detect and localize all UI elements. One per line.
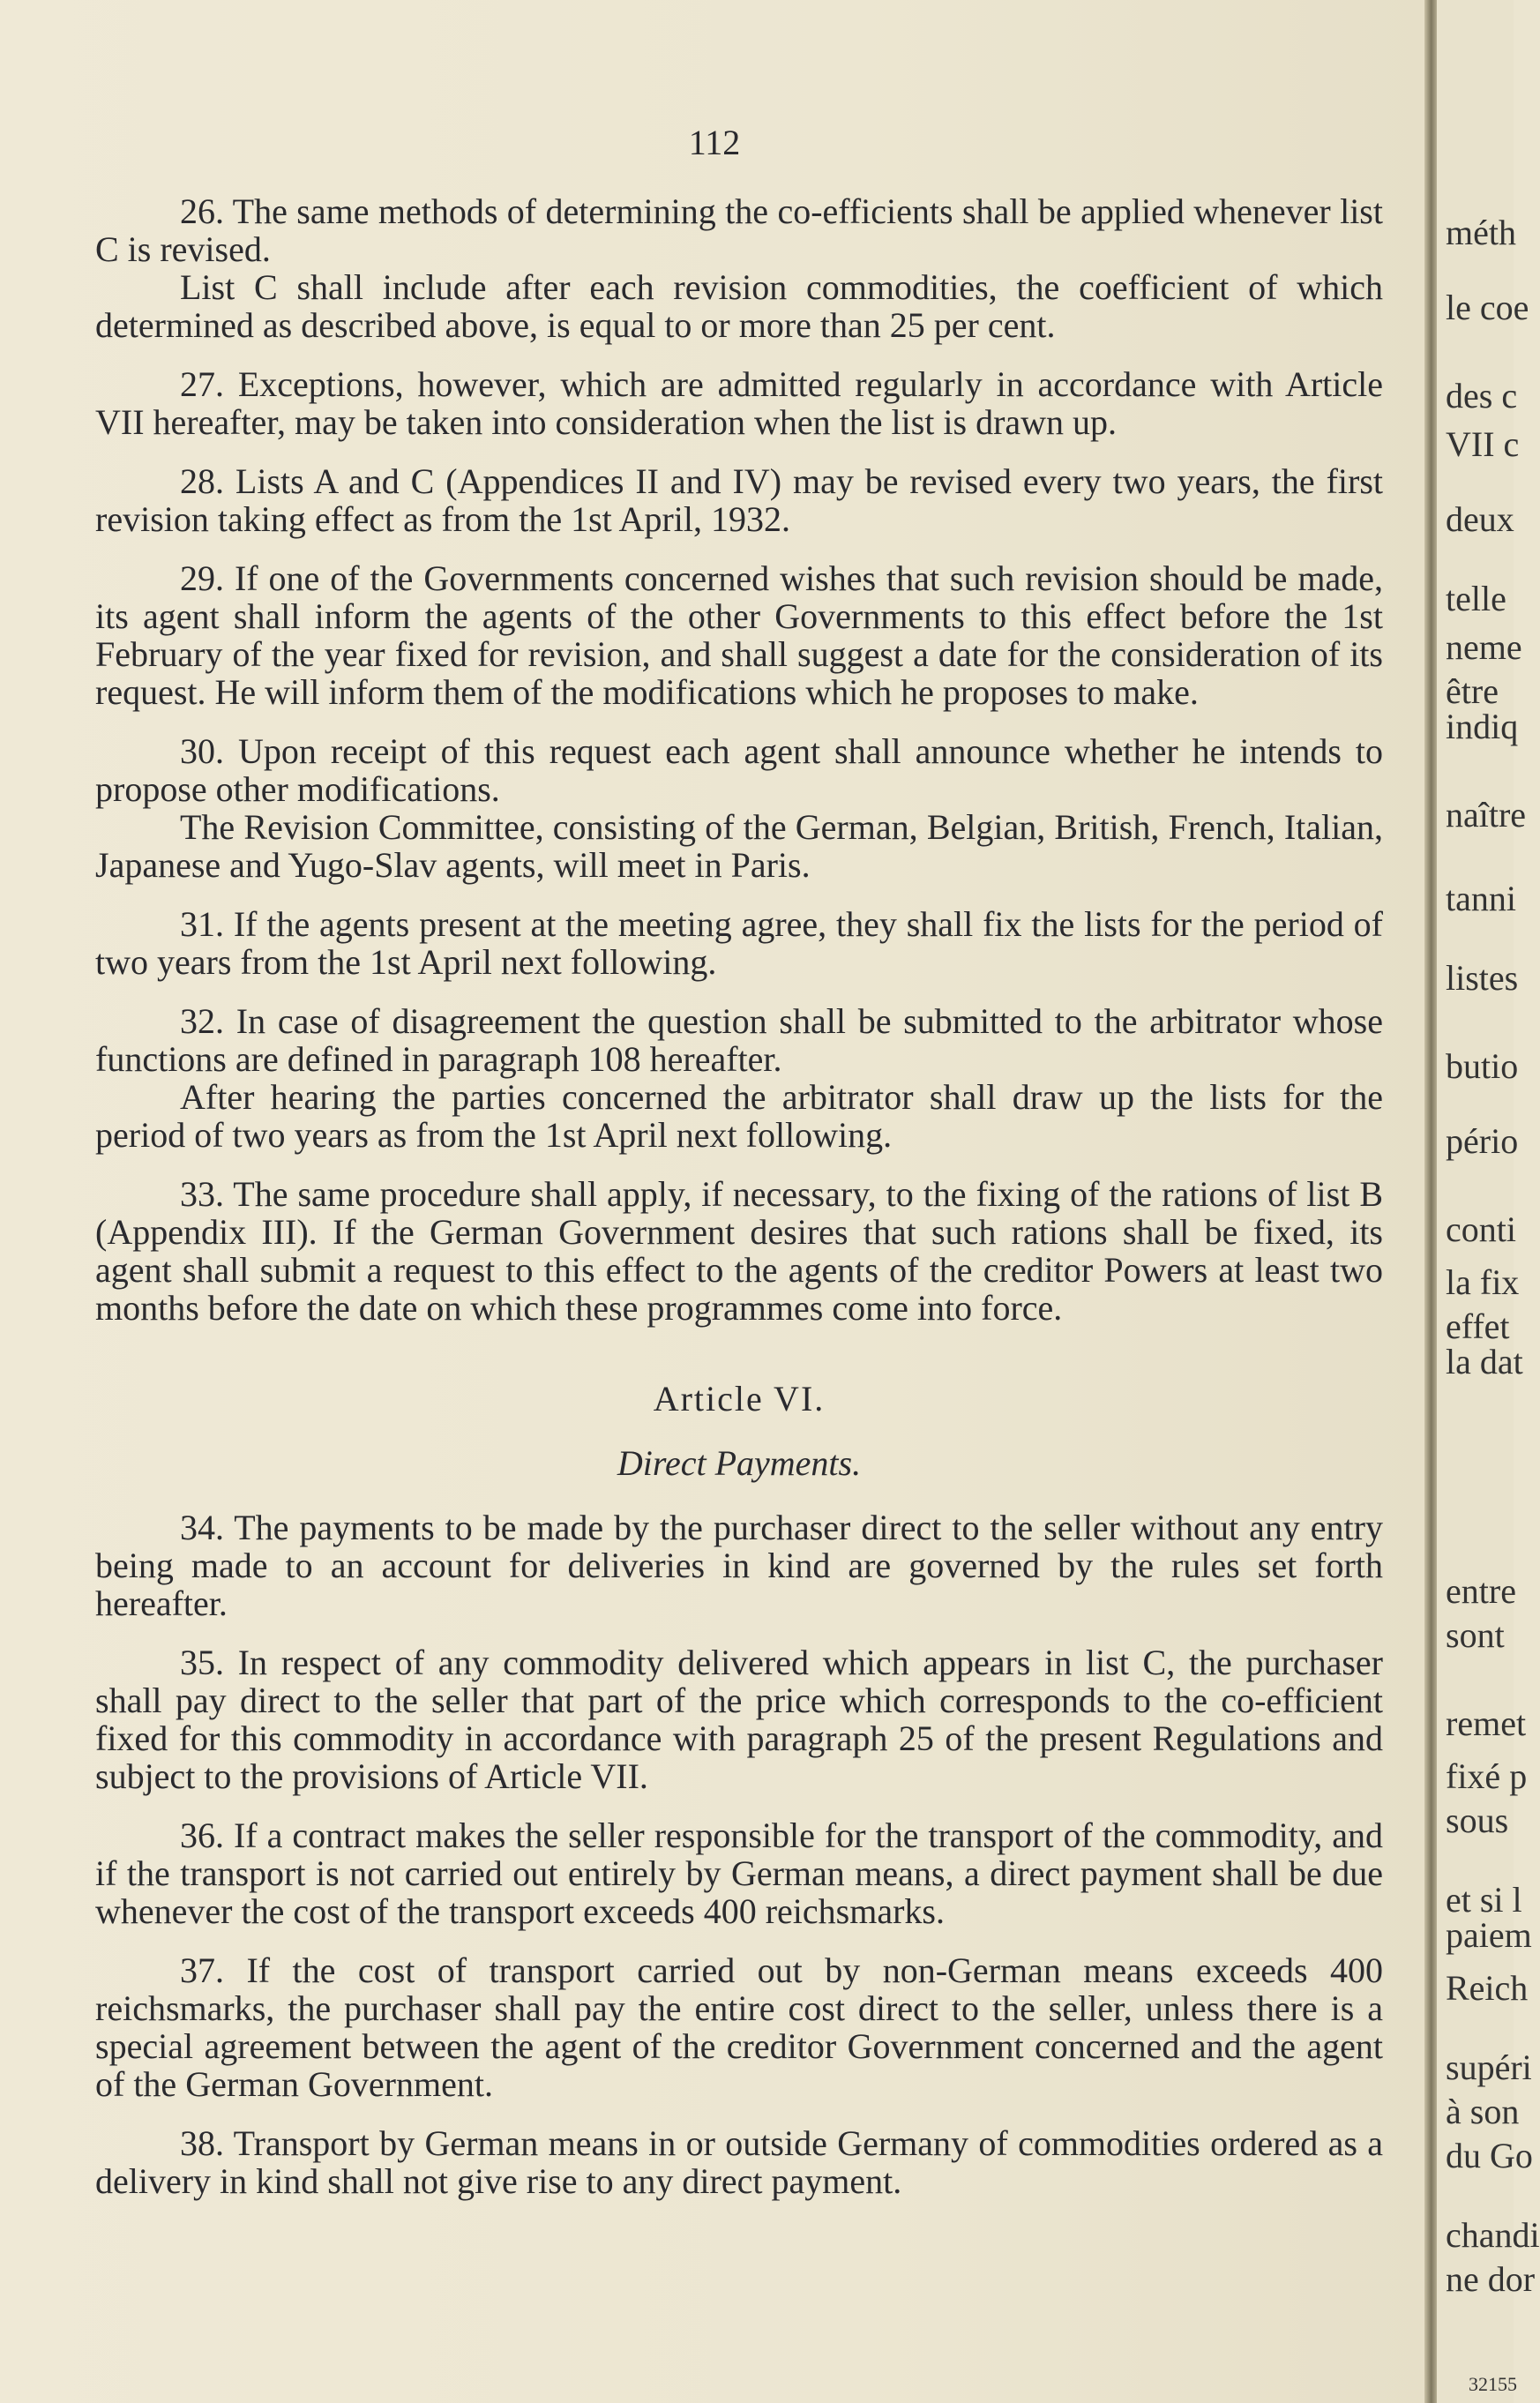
paragraph-32 <box>95 1002 1383 1154</box>
facing-page-fragment: entre <box>1446 1571 1516 1611</box>
paragraph-26 <box>95 192 1383 344</box>
facing-page-fragment: effet <box>1446 1306 1510 1346</box>
facing-page-fragment: fixé p <box>1446 1756 1528 1796</box>
facing-page-fragment: VII c <box>1446 424 1520 464</box>
article-heading: Article VI. <box>653 1379 826 1419</box>
facing-page-fragment: Reich <box>1446 1968 1529 2008</box>
paragraph-line: 32. In case of disagreement the question shall be submitted to the arbitrator whose functions are defined in paragraph 108 hereafter. <box>95 1001 1383 1079</box>
facing-page-fragment: butio <box>1446 1046 1519 1086</box>
facing-page-fragment: le coe <box>1446 288 1529 327</box>
facing-page-fragment: du Go <box>1446 2136 1533 2175</box>
paragraph-line: 37. If the cost of transport carried out by non-German means exceeds 400 reichsmarks, the purchaser shall pay the entire cost direct to the seller, unless there is a special agreement between the agent of the creditor Government concerned and the agent of the German Government. <box>95 1950 1383 2104</box>
paragraph-line: 34. The payments to be made by the purchaser direct to the seller without any entry being made to an account for deliveries in kind are governed by the rules set forth hereafter. <box>95 1508 1383 1623</box>
facing-page-fragment: des c <box>1446 376 1518 415</box>
facing-page-fragment: telle <box>1446 579 1506 618</box>
paragraph-line: 26. The same methods of determining the co-efficients shall be applied whenever list C is revised. <box>95 191 1383 269</box>
facing-page-fragment: paiem <box>1446 1915 1532 1955</box>
paragraph-30 <box>95 732 1383 884</box>
facing-page-fragment: conti <box>1446 1209 1516 1249</box>
paragraph-28 <box>95 462 1383 538</box>
facing-page-fragment: indiq <box>1446 707 1519 746</box>
facing-page-fragment: sous <box>1446 1800 1509 1840</box>
facing-page-fragment: chandi <box>1446 2215 1540 2255</box>
paragraph-33 <box>95 1175 1383 1327</box>
paragraph-34 <box>95 1508 1383 1622</box>
paragraph-37 <box>95 1951 1383 2103</box>
facing-page-fragment: être <box>1446 671 1499 711</box>
facing-page-fragment: listes <box>1446 958 1519 998</box>
paragraph-line: 28. Lists A and C (Appendices II and IV) may be revised every two years, the first revision taking effect as from the 1st April, 1932. <box>95 461 1383 539</box>
paragraph-line: 38. Transport by German means in or outside Germany of commodities ordered as a delivery in kind shall not give rise to any direct payment. <box>95 2123 1383 2201</box>
facing-page-fragment: naître <box>1446 795 1527 835</box>
paragraph-line: The Revision Committee, consisting of the German, Belgian, British, French, Italian, Japanese and Yugo-Slav agents, will meet in Paris. <box>95 807 1383 885</box>
facing-page-fragment: neme <box>1446 627 1522 667</box>
facing-page-fragment: sont <box>1446 1615 1505 1655</box>
paragraph-31 <box>95 905 1383 981</box>
paragraph-29 <box>95 559 1383 711</box>
paragraph-line: 29. If one of the Governments concerned wishes that such revision should be made, its agent shall inform the agents of the other Governments to this effect before the 1st February of the year fixed for revision, and shall suggest a date for the consideration of its request. He will inform them of the modifications which he proposes to make. <box>95 558 1383 712</box>
article-subheading: Direct Payments. <box>617 1443 862 1483</box>
paragraph-line: 30. Upon receipt of this request each agent shall announce whether he intends to propose other modifications. <box>95 731 1383 809</box>
facing-page-fragment: tanni <box>1446 879 1516 918</box>
paragraph-line: 35. In respect of any commodity delivered which appears in list C, the purchaser shall pay direct to the seller that part of the price which corresponds to the co-efficient fixed for this commodity in accordance with paragraph 25 of the present Regulations and subject to the provisions of Article VII. <box>95 1643 1383 1796</box>
facing-page-fragment: la dat <box>1446 1342 1523 1381</box>
facing-page-fragment: deux <box>1446 499 1514 539</box>
paragraph-38 <box>95 2124 1383 2200</box>
facing-page-fragment: la fix <box>1446 1262 1520 1302</box>
facing-page-edge <box>1437 0 1540 2403</box>
page-number: 112 <box>688 123 741 162</box>
paragraph-27 <box>95 365 1383 441</box>
paragraph-line: 36. If a contract makes the seller responsible for the transport of the commodity, and if the transport is not carried out entirely by German means, a direct payment shall be due whenever the cost of the transport exceeds 400 reichsmarks. <box>95 1815 1383 1931</box>
paragraph-line: 31. If the agents present at the meeting agree, they shall fix the lists for the period of two years from the 1st April next following. <box>95 904 1383 982</box>
paragraph-36 <box>95 1816 1383 1930</box>
paragraph-line: After hearing the parties concerned the arbitrator shall draw up the lists for the period of two years as from the 1st April next following. <box>95 1077 1383 1155</box>
facing-page-fragment: pério <box>1446 1121 1519 1161</box>
facing-page-fragment: ne dor <box>1446 2259 1536 2299</box>
paragraph-line: 27. Exceptions, however, which are admitted regularly in accordance with Article VII hereafter, may be taken into consideration when the list is drawn up. <box>95 364 1383 442</box>
paragraph-35 <box>95 1643 1383 1795</box>
facing-page-fragment: et si l <box>1446 1880 1522 1920</box>
facing-page-fragment: méth <box>1446 213 1516 252</box>
facing-page-fragment: supéri <box>1446 2047 1532 2087</box>
print-code: 32155 <box>1469 2373 1517 2395</box>
page-body <box>95 192 1383 2221</box>
facing-page-fragment: à son <box>1446 2092 1520 2131</box>
paragraph-line: 33. The same procedure shall apply, if necessary, to the fixing of the rations of list B (Appendix III). If the German Government desires that such rations shall be fixed, its agent shall submit a request to this effect to the agents of the creditor Powers at least two months before the date on which these programmes come into force. <box>95 1174 1383 1328</box>
facing-page-fragment: remet <box>1446 1703 1527 1743</box>
paragraph-line: List C shall include after each revision commodities, the coefficient of which determined as described above, is equal to or more than 25 per cent. <box>95 267 1383 345</box>
book-gutter <box>1424 0 1437 2403</box>
